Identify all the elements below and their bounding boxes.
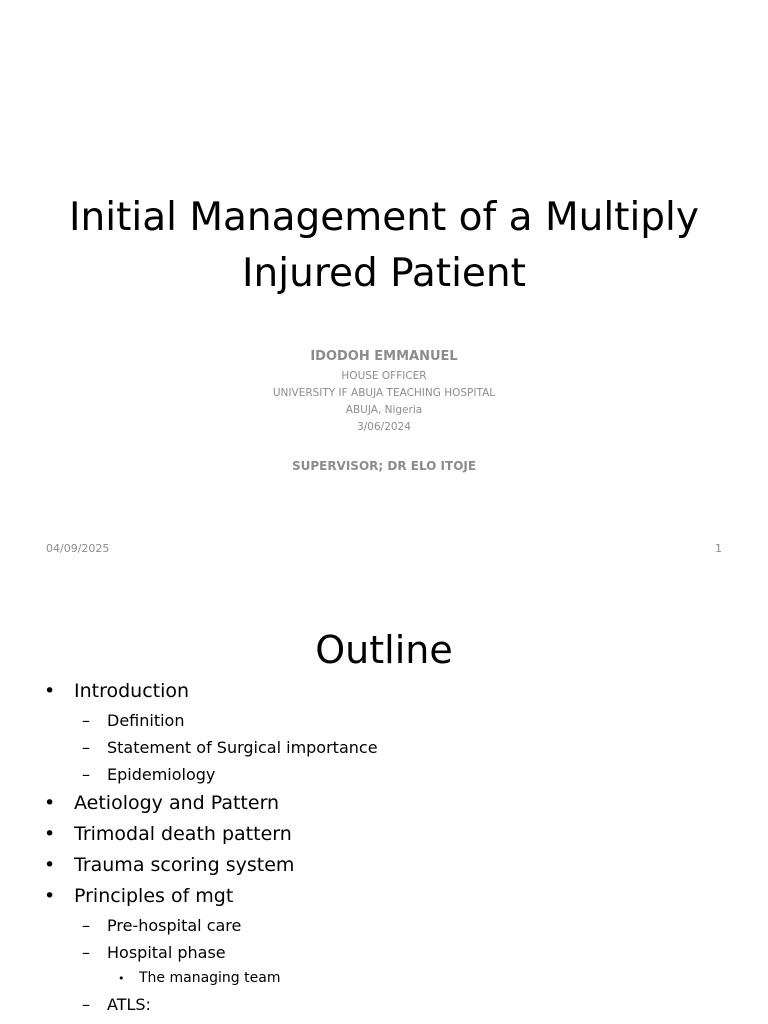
list-item bbox=[40, 912, 740, 939]
list-item bbox=[40, 707, 740, 734]
dash-marker: – bbox=[82, 765, 90, 784]
outline-slide bbox=[0, 576, 768, 1024]
list-item bbox=[40, 966, 740, 991]
list-item bbox=[40, 734, 740, 761]
list-item-text: ATLS: bbox=[107, 995, 151, 1014]
slide-title bbox=[40, 190, 728, 302]
dash-marker: – bbox=[82, 995, 90, 1014]
list-item-text: Trimodal death pattern bbox=[74, 823, 292, 845]
list-item bbox=[40, 850, 740, 881]
list-item-text: Hospital phase bbox=[107, 943, 226, 962]
outline-title: Outline bbox=[315, 628, 453, 672]
bullet-marker: • bbox=[44, 854, 56, 876]
list-item bbox=[40, 881, 740, 912]
bullet-marker: • bbox=[44, 823, 56, 845]
author-name: IDODOH EMMANUEL bbox=[310, 349, 458, 364]
title-line-1: Initial Management of a Multiply bbox=[69, 195, 699, 240]
list-item-text: The managing team bbox=[139, 970, 281, 986]
bullet-marker: • bbox=[44, 680, 56, 702]
dash-marker: – bbox=[82, 711, 90, 730]
institution: UNIVERSITY IF ABUJA TEACHING HOSPITAL bbox=[272, 387, 496, 399]
footer-date: 04/09/2025 bbox=[46, 542, 110, 555]
bullet-marker: • bbox=[44, 885, 56, 907]
list-item bbox=[40, 788, 740, 819]
list-item-text: Definition bbox=[107, 711, 185, 730]
location: ABUJA, Nigeria bbox=[345, 404, 423, 416]
list-item-text: Pre-hospital care bbox=[107, 916, 242, 935]
list-item-text: Aetiology and Pattern bbox=[74, 792, 280, 814]
list-item-text: Statement of Surgical importance bbox=[107, 738, 378, 757]
dash-marker: – bbox=[82, 943, 90, 962]
dash-marker: – bbox=[82, 916, 90, 935]
presentation-date: 3/06/2024 bbox=[357, 421, 411, 433]
outline-list bbox=[40, 676, 740, 1018]
list-item bbox=[40, 761, 740, 788]
title-line-2: Injured Patient bbox=[242, 251, 526, 296]
slide-number: 1 bbox=[715, 542, 722, 555]
bullet-marker: • bbox=[44, 792, 56, 814]
list-item bbox=[40, 939, 740, 966]
list-item-text: Trauma scoring system bbox=[74, 854, 295, 876]
author-role: HOUSE OFFICER bbox=[341, 370, 427, 382]
dash-marker: – bbox=[82, 738, 90, 757]
list-item bbox=[40, 676, 740, 707]
supervisor: SUPERVISOR; DR ELO ITOJE bbox=[291, 459, 477, 473]
list-item-text: Epidemiology bbox=[107, 765, 216, 784]
bullet-marker: • bbox=[118, 972, 125, 985]
list-item bbox=[40, 819, 740, 850]
presenter-info bbox=[0, 346, 768, 476]
list-item-text: Introduction bbox=[74, 680, 190, 702]
list-item-text: Principles of mgt bbox=[74, 885, 234, 907]
list-item bbox=[40, 991, 740, 1018]
